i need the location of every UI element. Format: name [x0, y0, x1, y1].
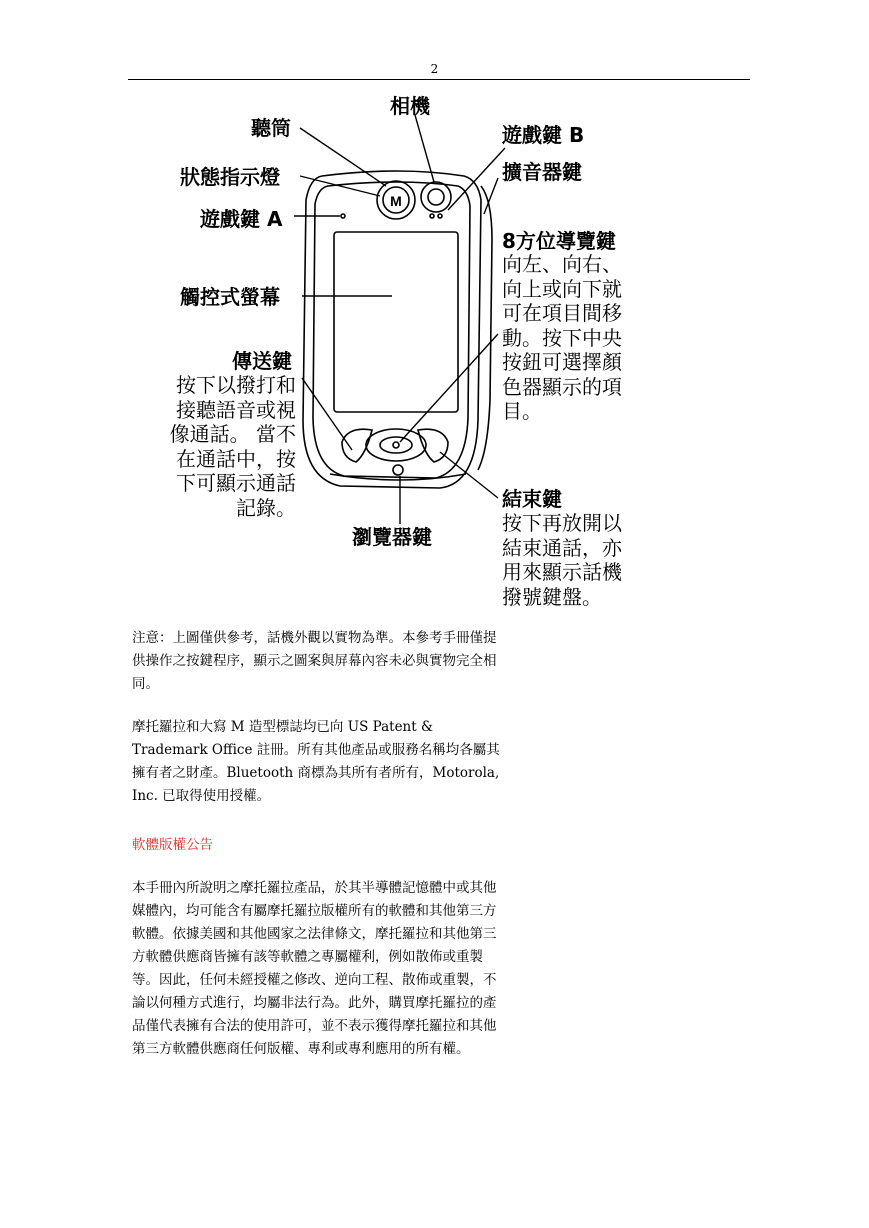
send-key-description: 按下以撥打和 接聽語音或視 像通話。 當不 在通話中，按 下可顯示通話 記錄。 — [169, 373, 296, 520]
camera-inner — [428, 189, 444, 205]
page-number: 2 — [430, 62, 439, 76]
send-key-label: 傳送鍵 — [232, 349, 292, 373]
nav-key-description: 向左、向右、 向上或向下就 可在項目間移 動。按下中央 按鈕可選擇顏 色器顯示的項 目。 — [502, 252, 622, 423]
trademark-text: 摩托羅拉和大寫 M 造型標誌均已向 US Patent & Trademark Office 註冊。所有其他產品或服務名稱均各屬其擁有者之財產。Bluetooth 商標為其所有者所有，Motorola, Inc. 已取得使用授權。 — [132, 719, 500, 804]
send-key-shape — [342, 429, 372, 462]
camera-label: 相機 — [390, 94, 430, 118]
nav-key-outer — [366, 429, 426, 461]
software-notice-text: 本手冊內所說明之摩托羅拉產品，於其半導體記憶體中或其他媒體內，均可能含有屬摩托羅拉版權所有的軟體和其他第三方軟體。依據美國和其他國家之法律條文，摩托羅拉和其他第三方軟體供應商皆擁有該等軟體之專屬權利，例如散佈或重製等。因此，任何未經授權之修改、逆向工程、散佈或重製，不論以何種方式進行，均屬非法行為。此外，購買摩托羅拉的產品僅代表擁有合法的使用許可，並不表示獲得摩托羅拉和其他第三方軟體供應商任何版權、專利或專利應用的所有權。 — [132, 880, 497, 1057]
camera-outer — [421, 182, 451, 212]
disclaimer-text: 注意：上圖僅供參考，話機外觀以實物為準。本參考手冊僅提供操作之按鍵程序，顯示之圖案與屏幕內容未必與實物完全相同。 — [132, 630, 497, 692]
touch-screen-label: 觸控式螢幕 — [180, 285, 280, 309]
software-notice-heading: 軟體版權公告 — [132, 837, 213, 853]
game-key-a-label: 遊戲鍵 A — [200, 207, 283, 231]
browser-key-label: 瀏覽器鍵 — [352, 525, 432, 549]
software-notice — [132, 877, 502, 1061]
end-key-shape — [418, 429, 448, 462]
disclaimer-note — [132, 627, 502, 696]
end-key-label: 結束鍵 — [502, 487, 562, 511]
status-light-label: 狀態指示燈 — [180, 165, 280, 189]
trademark-note — [132, 716, 502, 808]
nav-key-inner — [380, 437, 412, 453]
end-key-description: 按下再放開以 結束通話，亦 用來顯示話機 撥號鍵盤。 — [502, 511, 622, 609]
logo-text: M — [390, 193, 402, 209]
phone-inner-outline — [313, 182, 470, 478]
speaker-key-label: 擴音器鍵 — [502, 160, 582, 184]
earpiece-label: 聽筒 — [251, 116, 291, 140]
touch-screen-shape — [334, 232, 458, 412]
browser-key-shape — [393, 465, 403, 475]
nav-key-label: 8方位導覽鍵 — [502, 229, 616, 253]
game-key-b-label: 遊戲鍵 B — [502, 123, 585, 147]
